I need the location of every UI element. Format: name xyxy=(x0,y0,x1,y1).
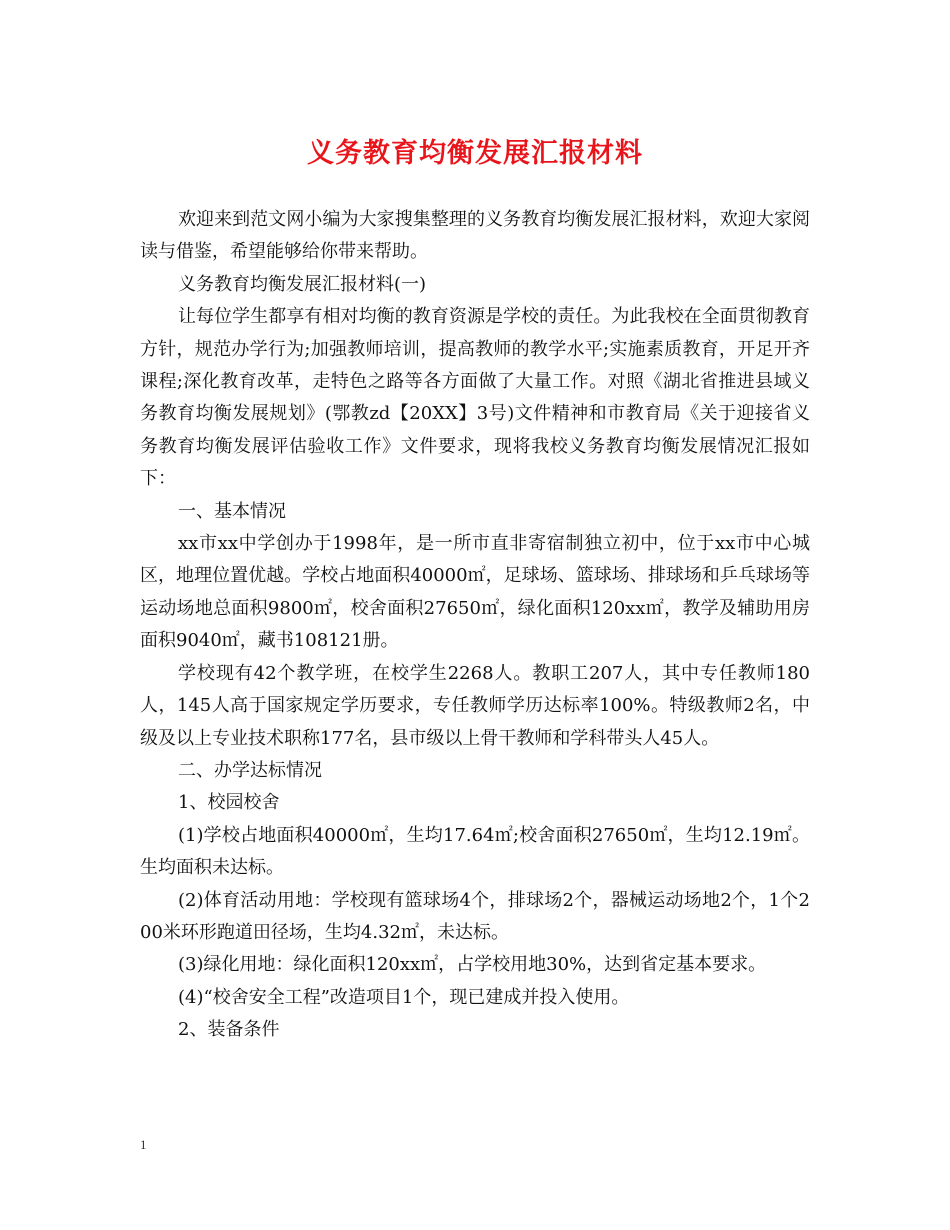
section-heading-basic-info: 一、基本情况 xyxy=(178,500,286,522)
subheading-equipment: 2、装备条件 xyxy=(178,1019,280,1041)
paragraph-intro: 欢迎来到范文网小编为大家搜集整理的义务教育均衡发展汇报材料，欢迎大家阅读与借鉴，希望能够给你带来帮助。 xyxy=(140,209,810,263)
list-item-safety-project: (4)“校舍安全工程”改造项目1个，现已建成并投入使用。 xyxy=(178,986,630,1008)
paragraph-preface: 让每位学生都享有相对均衡的教育资源是学校的责任。为此我校在全面贯彻教育方针，规范办学行为;加强教师培训，提高教师的教学水平;实施素质教育，开足开齐课程;深化教育改革，走特色之路等各方面做了大量工作。对照《湖北省推进县域义务教育均衡发展规划》(鄂教zd【20XX】3号)文件精神和市教育局《关于迎接省义务教育均衡发展评估验收工作》文件要求，现将我校义务教育均衡发展情况汇报如下： xyxy=(140,306,810,490)
section-heading-standards: 二、办学达标情况 xyxy=(178,759,322,781)
subheading-campus: 1、校园校舍 xyxy=(178,792,280,814)
document-body xyxy=(140,204,810,1047)
list-item-green-land: (3)绿化用地：绿化面积120xx㎡，占学校用地30%，达到省定基本要求。 xyxy=(178,954,767,976)
list-item-land-area: (1)学校占地面积40000㎡，生均17.64㎡;校舍面积27650㎡，生均12.19㎡。生均面积未达标。 xyxy=(140,824,810,879)
paragraph-school-overview: xx市xx中学创办于1998年，是一所市直非寄宿制独立初中，位于xx市中心城区，地理位置优越。学校占地面积40000㎡，足球场、篮球场、排球场和乒乓球场等运动场地总面积9800㎡，校舍面积27650㎡，绿化面积120xx㎡，教学及辅助用房面积9040㎡，藏书108121册。 xyxy=(140,533,810,652)
paragraph-subtitle: 义务教育均衡发展汇报材料(一) xyxy=(178,273,427,295)
paragraph-staff-students: 学校现有42个教学班，在校学生2268人。教职工207人，其中专任教师180人，145人高于国家规定学历要求，专任教师学历达标率100%。特级教师2名，中级及以上专业技术职称177名，县市级以上骨干教师和学科带头人45人。 xyxy=(140,662,810,749)
document-title: 义务教育均衡发展汇报材料 xyxy=(307,138,643,169)
page-number: 1 xyxy=(140,1137,147,1152)
list-item-sports-land: (2)体育活动用地：学校现有篮球场4个，排球场2个，器械运动场地2个，1个200米环形跑道田径场，生均4.32㎡，未达标。 xyxy=(140,889,810,943)
